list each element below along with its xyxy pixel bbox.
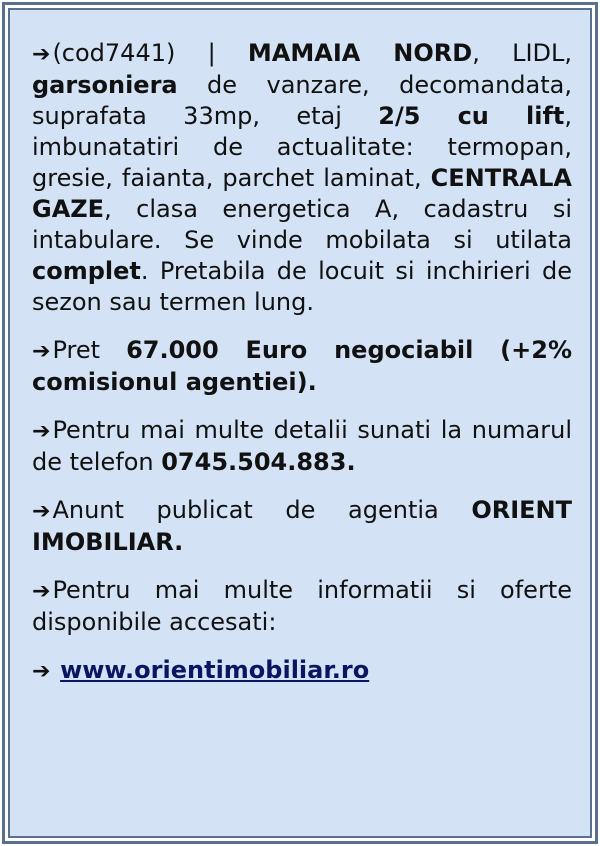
desc-text-1: , LIDL, xyxy=(472,39,572,67)
property-description xyxy=(32,38,572,318)
phone-number[interactable]: 0745.504.883 xyxy=(161,448,347,476)
contact-text: Pentru mai multe detalii sunati la numarul de telefon xyxy=(32,416,572,476)
arrow-right-icon: ➔ xyxy=(32,579,51,604)
price-label: Pret xyxy=(52,336,127,364)
arrow-right-icon: ➔ xyxy=(32,499,51,524)
arrow-right-icon: ➔ xyxy=(32,419,51,444)
listing-code: (cod7441) | xyxy=(52,39,248,67)
agency-section xyxy=(32,495,572,558)
contact-section xyxy=(32,415,572,478)
website-link[interactable]: www.orientimobiliar.ro xyxy=(60,656,370,684)
agency-end: . xyxy=(174,528,184,556)
desc-text-4: , clasa energetica A, cadastru si intabulare. Se vinde mobilata si utilata xyxy=(32,195,572,254)
contact-end: . xyxy=(346,448,356,476)
website-line xyxy=(32,655,572,687)
info-text: Pentru mai multe informatii si oferte disponibile accesati: xyxy=(32,576,572,636)
floor-info: 2/5 cu lift xyxy=(378,102,565,130)
price-end: . xyxy=(307,368,317,396)
price-value: 67.000 Euro negociabil (+2% comisionul agentiei) xyxy=(32,336,572,396)
arrow-right-icon: ➔ xyxy=(32,42,51,67)
agency-name: ORIENT IMOBILIAR xyxy=(32,496,572,556)
desc-text-2: de vanzare, decomandata, suprafata 33mp, etaj xyxy=(32,71,572,130)
price-section xyxy=(32,335,572,398)
info-section xyxy=(32,575,572,638)
arrow-right-icon: ➔ xyxy=(32,339,51,364)
ad-content xyxy=(32,38,572,704)
heating-type: CENTRALA GAZE xyxy=(32,164,572,223)
desc-text-3: , imbunatatiri de actualitate: termopan, gresie, faianta, parchet laminat, xyxy=(32,102,573,192)
desc-text-5: . Pretabila de locuit si inchirieri de sezon sau termen lung. xyxy=(32,257,572,316)
location: MAMAIA NORD xyxy=(247,39,473,67)
agency-text: Anunt publicat de agentia xyxy=(52,496,472,524)
arrow-right-icon: ➔ xyxy=(32,659,51,684)
furnishing-status: complet xyxy=(32,257,141,285)
property-type: garsoniera xyxy=(32,71,178,99)
